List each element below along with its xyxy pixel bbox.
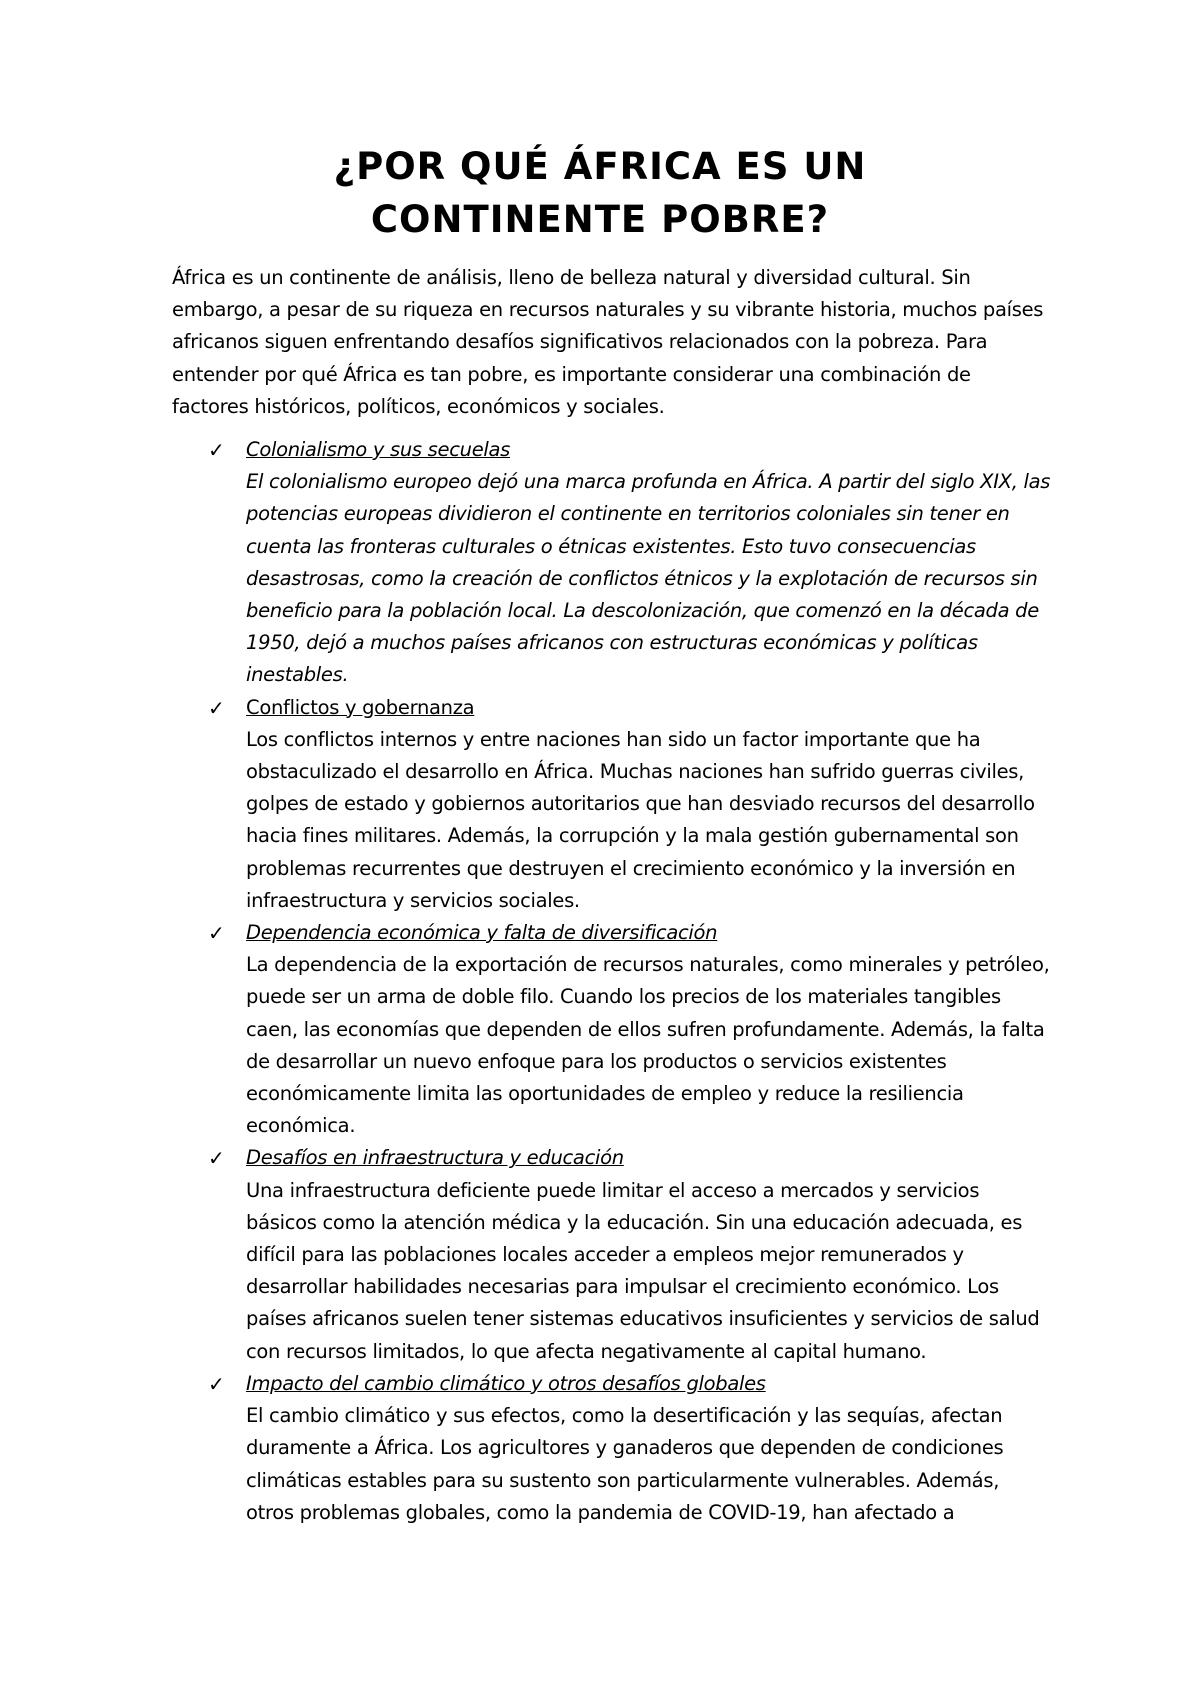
list-item xyxy=(172,1368,1052,1529)
checkmark-icon: ✓ xyxy=(208,438,225,462)
section-body: La dependencia de la exportación de recursos naturales, como minerales y petróleo, puede ser un arma de doble filo. Cuando los precios de los materiales tangibles caen, las economías que dependen de ellos sufren profundamente. Además, la falta de desarrollar un nuevo enfoque para los productos o servicios existentes económicamente limita las oportunidades de empleo y reduce la resiliencia económica. xyxy=(246,953,1050,1138)
section-body: Los conflictos internos y entre naciones han sido un factor importante que ha obstaculizado el desarrollo en África. Muchas naciones han sufrido guerras civiles, golpes de estado y gobiernos autoritarios que han desviado recursos del desarrollo hacia fines militares. Además, la corrupción y la mala gestión gubernamental son problemas recurrentes que destruyen el crecimiento económico y la inversión en infraestructura y servicios sociales. xyxy=(246,727,1035,912)
factors-list xyxy=(172,434,1052,1529)
section-heading: Dependencia económica y falta de diversificación xyxy=(246,921,718,945)
checkmark-icon: ✓ xyxy=(208,1146,225,1171)
section-body: El colonialismo europeo dejó una marca profunda en África. A partir del siglo XIX, las potencias europeas dividieron el continente en territorios coloniales sin tener en cuenta las fronteras culturales o étnicas existentes. Esto tuvo consecuencias desastrosas, como la creación de conflictos étnicos y la explotación de recursos sin beneficio para la población local. La descolonización, que comenzó en la década de 1950, dejó a muchos países africanos con estructuras económicas y políticas inestables. xyxy=(246,470,1051,687)
list-item xyxy=(172,692,1052,917)
title-line-1: ¿POR QUÉ ÁFRICA ES UN xyxy=(333,145,867,188)
list-item xyxy=(172,917,1052,1142)
section-body: Una infraestructura deficiente puede limitar el acceso a mercados y servicios básicos como la atención médica y la educación. Sin una educación adecuada, es difícil para las poblaciones locales acceder a empleos mejor remunerados y desarrollar habilidades necesarias para impulsar el crecimiento económico. Los países africanos suelen tener sistemas educativos insuficientes y servicios de salud con recursos limitados, lo que afecta negativamente al capital humano. xyxy=(246,1178,1040,1363)
section-heading: Conflictos y gobernanza xyxy=(246,695,475,719)
section-heading: Colonialismo y sus secuelas xyxy=(246,438,511,461)
title-line-2: CONTINENTE POBRE? xyxy=(370,198,830,241)
section-heading: Desafíos en infraestructura y educación xyxy=(246,1146,624,1170)
section-heading: Impacto del cambio climático y otros desafíos globales xyxy=(246,1371,766,1395)
checkmark-icon: ✓ xyxy=(208,695,225,720)
list-item xyxy=(172,1142,1052,1367)
checkmark-icon: ✓ xyxy=(208,1371,225,1396)
document-title xyxy=(0,140,1200,246)
list-item xyxy=(172,434,1052,692)
intro-paragraph: África es un continente de análisis, lleno de belleza natural y diversidad cultural. Sin embargo, a pesar de su riqueza en recursos naturales y su vibrante historia, muchos países africanos siguen enfrentando desafíos significativos relacionados con la pobreza. Para entender por qué África es tan pobre, es importante considerar una combinación de factores históricos, políticos, económicos y sociales. xyxy=(172,266,1044,418)
section-body: El cambio climático y sus efectos, como la desertificación y las sequías, afectan duramente a África. Los agricultores y ganaderos que dependen de condiciones climáticas estables para su sustento son particularmente vulnerables. Además, otros problemas globales, como la pandemia de COVID-19, han afectado a xyxy=(246,1404,1004,1524)
checkmark-icon: ✓ xyxy=(208,921,225,946)
